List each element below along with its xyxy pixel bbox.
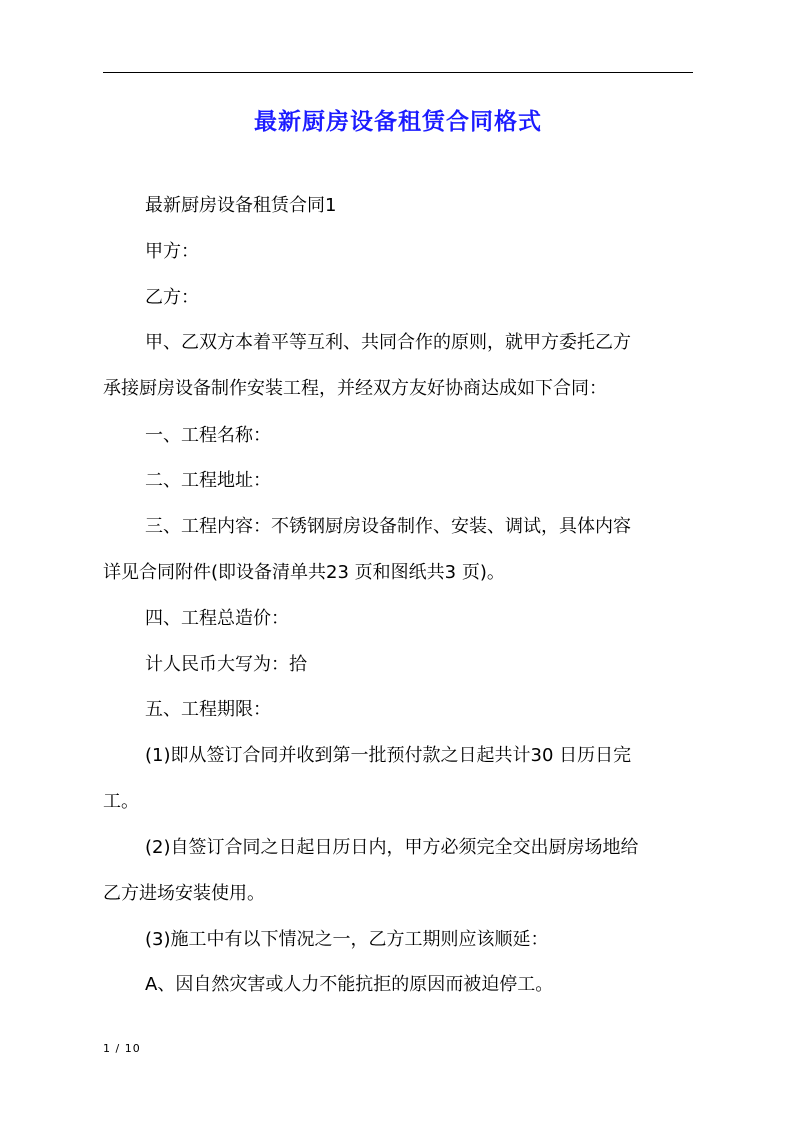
paragraph-text-continued: 承接厨房设备制作安装工程，并经双方友好协商达成如下合同： (103, 378, 607, 399)
paragraph-text-continued: 详见合同附件(即设备清单共23 页和图纸共3 页)。 (103, 562, 505, 583)
paragraph-text: 最新厨房设备租赁合同1 (145, 195, 337, 216)
paragraph-text: 一、工程名称： (145, 425, 271, 446)
paragraph-total-cost (103, 596, 693, 642)
paragraph-text: 二、工程地址： (145, 470, 271, 491)
document-title: 最新厨房设备租赁合同格式 (254, 109, 542, 135)
paragraph-clause-a (103, 962, 693, 1008)
page-number: 1 / 10 (103, 1042, 141, 1055)
paragraph-text-continued: 工。 (103, 791, 139, 812)
paragraph-amount-in-words (103, 642, 693, 688)
paragraph-text: 四、工程总造价： (145, 608, 289, 629)
paragraph-text: 计人民币大写为：拾 (145, 654, 307, 675)
paragraph-text: 三、工程内容：不锈钢厨房设备制作、安装、调试，具体内容 (145, 516, 631, 537)
paragraph-project-address (103, 458, 693, 504)
paragraph-preamble (103, 320, 693, 412)
paragraph-text: (2)自签订合同之日起日历日内，甲方必须完全交出厨房场地给 (145, 837, 639, 858)
paragraph-project-period (103, 687, 693, 733)
paragraph-text: 乙方： (145, 287, 199, 308)
paragraph-party-a (103, 229, 693, 275)
paragraph-text: 甲、乙双方本着平等互利、共同合作的原则，就甲方委托乙方 (145, 332, 631, 353)
paragraph-project-content (103, 504, 693, 596)
paragraph-text-continued: 乙方进场安装使用。 (103, 883, 265, 904)
paragraph-text: 甲方： (145, 241, 199, 262)
paragraph-text: (3)施工中有以下情况之一，乙方工期则应该顺延： (145, 929, 549, 950)
paragraph-party-b (103, 275, 693, 321)
paragraph-text: A、因自然灾害或人力不能抗拒的原因而被迫停工。 (145, 974, 554, 995)
paragraph-clause-3 (103, 917, 693, 963)
paragraph-clause-1 (103, 733, 693, 825)
header-rule (103, 72, 693, 73)
paragraph-text: (1)即从签订合同并收到第一批预付款之日起共计30 日历日完 (145, 745, 632, 766)
paragraph-subtitle (103, 183, 693, 229)
paragraph-text: 五、工程期限： (145, 699, 271, 720)
paragraph-clause-2 (103, 825, 693, 917)
paragraph-project-name (103, 413, 693, 459)
